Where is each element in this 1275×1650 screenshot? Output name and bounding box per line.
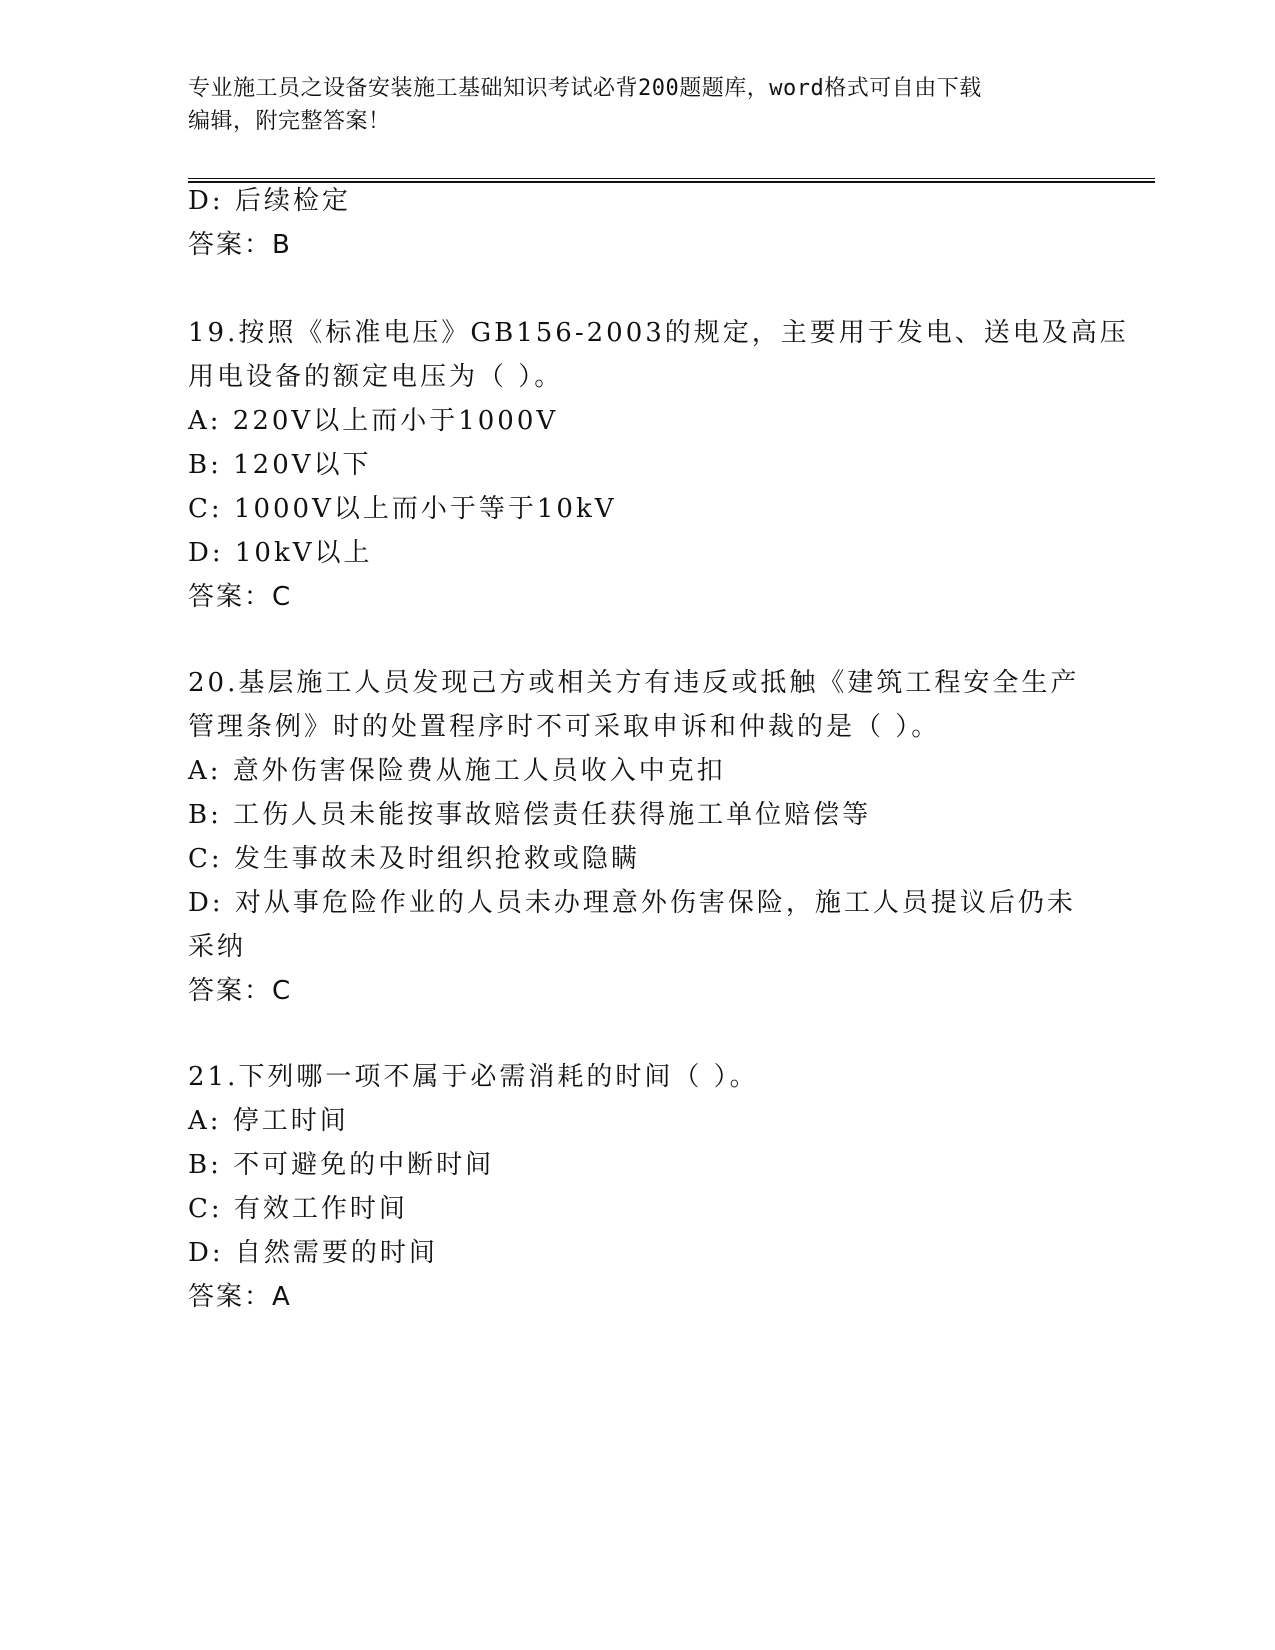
question-19-option-a: A: 220V以上而小于1000V xyxy=(188,406,559,436)
question-20-stem-line-2: 管理条例》时的处置程序时不可采取申诉和仲裁的是（ ）。 xyxy=(188,712,941,742)
question-20-option-c: C: 发生事故未及时组织抢救或隐瞒 xyxy=(188,844,640,874)
question-21-option-a: A: 停工时间 xyxy=(188,1106,349,1136)
header-title-line-2: 编辑，附完整答案！ xyxy=(188,109,391,134)
question-20-option-b: B: 工伤人员未能按事故赔偿责任获得施工单位赔偿等 xyxy=(188,800,872,830)
question-21-answer: 答案：A xyxy=(188,1282,292,1312)
question-19-option-b: B: 120V以下 xyxy=(188,450,372,480)
prev-question-answer: 答案：B xyxy=(188,230,292,260)
question-19-stem-line-2: 用电设备的额定电压为（ ）。 xyxy=(188,362,564,392)
question-19-option-d: D: 10kV以上 xyxy=(188,538,373,568)
question-20-answer: 答案：C xyxy=(188,976,293,1006)
question-21-option-d: D: 自然需要的时间 xyxy=(188,1238,438,1268)
question-20-stem-line-1: 20.基层施工人员发现己方或相关方有违反或抵触《建筑工程安全生产 xyxy=(188,668,1080,698)
question-21-option-c: C: 有效工作时间 xyxy=(188,1194,408,1224)
question-20-option-d: D: 对从事危险作业的人员未办理意外伤害保险，施工人员提议后仍未 xyxy=(188,888,1076,918)
question-20-option-d-continued: 采纳 xyxy=(188,932,247,962)
page-header xyxy=(188,72,1088,138)
question-21-stem: 21.下列哪一项不属于必需消耗的时间（ ）。 xyxy=(188,1062,759,1092)
question-19-option-c: C: 1000V以上而小于等于10kV xyxy=(188,494,617,524)
prev-question-option-d: D: 后续检定 xyxy=(188,186,351,216)
question-21-option-b: B: 不可避免的中断时间 xyxy=(188,1150,495,1180)
header-title-line-1: 专业施工员之设备安装施工基础知识考试必背200题题库，word格式可自由下载 xyxy=(188,76,982,101)
question-19-stem-line-1: 19.按照《标准电压》GB156-2003的规定，主要用于发电、送电及高压 xyxy=(188,318,1129,348)
question-20-option-a: A: 意外伤害保险费从施工人员收入中克扣 xyxy=(188,756,726,786)
question-19-answer: 答案：C xyxy=(188,582,293,612)
